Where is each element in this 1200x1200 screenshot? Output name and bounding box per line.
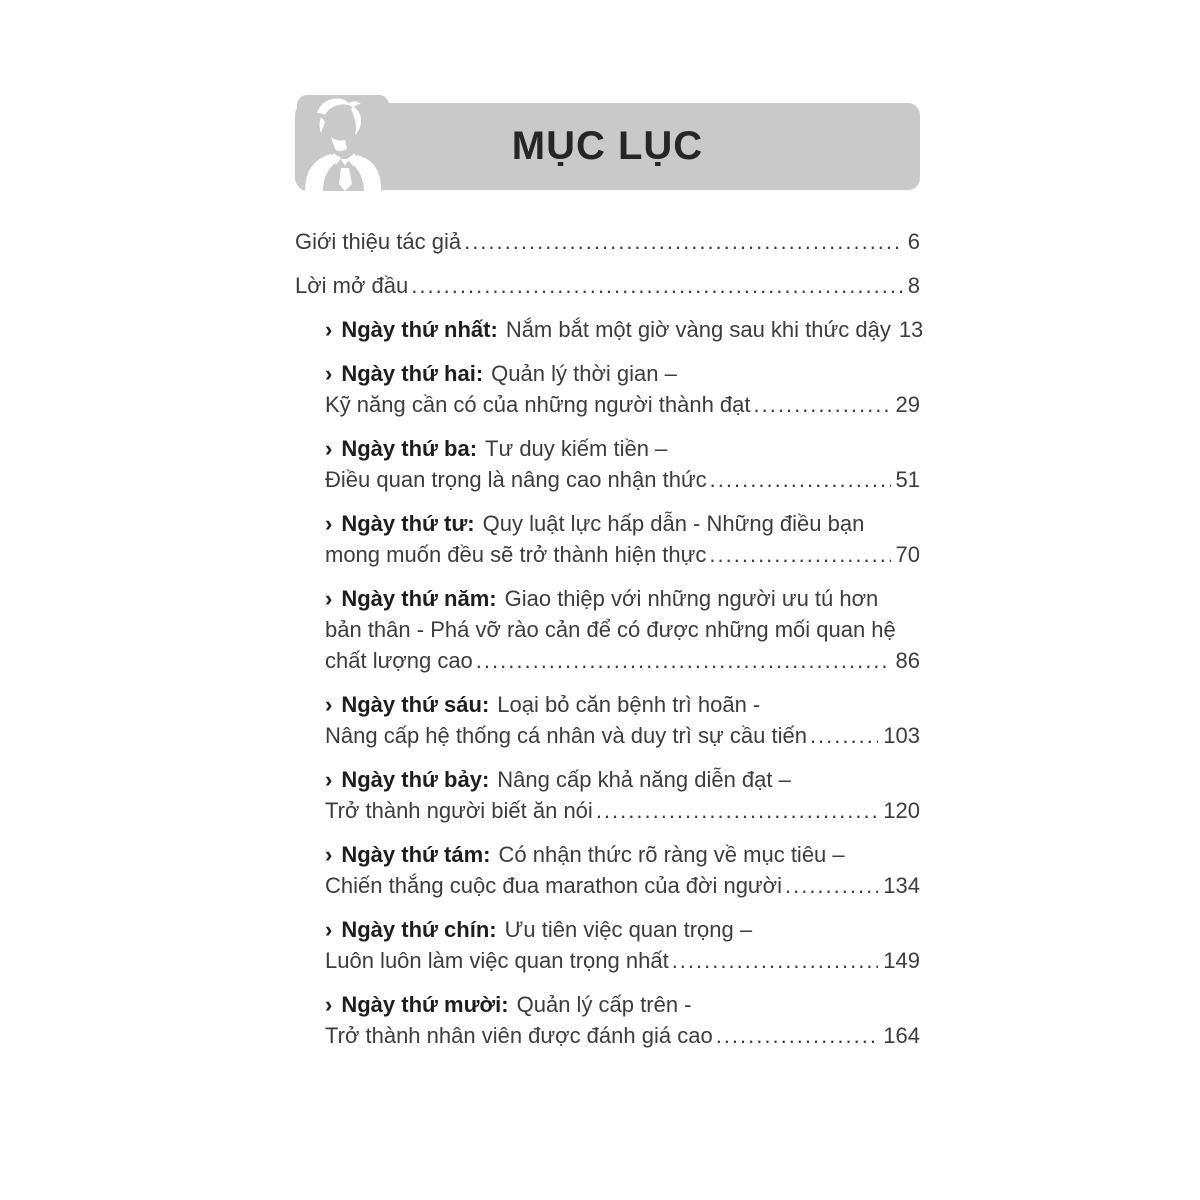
toc-row [295,914,920,945]
entry-text: Trở thành người biết ăn nói [325,798,593,823]
entry-text: chất lượng cao [325,648,473,673]
chevron-bullet-icon: › [325,917,333,942]
entry-text: Điều quan trọng là nâng cao nhận thức [325,467,707,492]
toc-row [295,539,920,570]
page-title: MỤC LỤC [511,124,704,168]
toc-row [295,614,920,645]
entry-text: Quản lý thời gian – [491,361,677,386]
toc-row [295,945,920,976]
dot-leader [810,720,878,751]
entry-text: Nắm bắt một giờ vàng sau khi thức dậy [505,317,891,342]
page-number: 103 [883,723,920,748]
chapter-label: Ngày thứ tư: [341,511,475,536]
chapter-label: Ngày thứ hai: [341,361,484,386]
dot-leader [411,270,903,301]
toc-row [295,989,920,1020]
chevron-bullet-icon: › [325,436,333,461]
dot-leader [754,389,891,420]
chevron-bullet-icon: › [325,692,333,717]
dot-leader [464,226,903,257]
entry-text: Loại bỏ căn bệnh trì hoãn - [497,692,761,717]
entry-text: Giới thiệu tác giả [295,229,462,254]
toc-list [295,226,924,1051]
page-number: 70 [895,542,920,567]
entry-text: Nâng cấp hệ thống cá nhân và duy trì sự cầu tiến [325,723,807,748]
chevron-bullet-icon: › [325,767,333,792]
chapter-label: Ngày thứ chín: [341,917,497,942]
dot-leader [710,464,891,495]
entry-text: Ưu tiên việc quan trọng – [504,917,753,942]
chevron-bullet-icon: › [325,992,333,1017]
toc-row [295,270,920,301]
toc-row [295,870,920,901]
entry-text: Luôn luôn làm việc quan trọng nhất [325,948,669,973]
page-number: 6 [907,229,920,254]
entry-text: Có nhận thức rõ ràng về mục tiêu – [498,842,845,867]
toc-row [295,645,920,676]
entry-text: Chiến thắng cuộc đua marathon của đời người [325,873,782,898]
dot-leader [716,1020,879,1051]
toc-row [295,433,920,464]
entry-text: mong muốn đều sẽ trở thành hiện thực [325,542,707,567]
dot-leader [709,539,890,570]
chevron-bullet-icon: › [325,317,333,342]
chapter-label: Ngày thứ năm: [341,586,497,611]
page-number: 86 [895,648,920,673]
toc-row [295,764,920,795]
chapter-label: Ngày thứ mười: [341,992,509,1017]
entry-text: Nâng cấp khả năng diễn đạt – [497,767,791,792]
page-number: 29 [895,392,920,417]
entry-text: Tư duy kiếm tiền – [485,436,668,461]
entry-text: Lời mở đầu [295,273,409,298]
chevron-bullet-icon: › [325,842,333,867]
toc-row [295,583,920,614]
toc-row [295,314,924,345]
page-number: 164 [883,1023,920,1048]
toc-row [295,839,920,870]
chapter-label: Ngày thứ nhất: [341,317,498,342]
toc-row [295,389,920,420]
entry-text: Giao thiệp với những người ưu tú hơn [504,586,879,611]
entry-text: Kỹ năng cần có của những người thành đạt [325,392,751,417]
entry-text: bản thân - Phá vỡ rào cản để có được những mối quan hệ [325,617,896,642]
entry-text: Quản lý cấp trên - [516,992,692,1017]
dot-leader [672,945,879,976]
page-number: 134 [883,873,920,898]
page-number: 51 [895,467,920,492]
chevron-bullet-icon: › [325,361,333,386]
toc-row [295,226,920,257]
page-number: 149 [883,948,920,973]
toc-row [295,720,920,751]
entry-text: Quy luật lực hấp dẫn - Những điều bạn [482,511,865,536]
chapter-label: Ngày thứ ba: [341,436,478,461]
toc-row [295,358,920,389]
page-number: 8 [907,273,920,298]
logo-tile [297,95,389,191]
toc-row [295,508,920,539]
toc-row [295,689,920,720]
chapter-label: Ngày thứ sáu: [341,692,490,717]
dot-leader [596,795,878,826]
entry-text: Trở thành nhân viên được đánh giá cao [325,1023,713,1048]
header-band [295,103,920,190]
page-number: 13 [898,317,924,342]
chevron-bullet-icon: › [325,511,333,536]
toc-row [295,1020,920,1051]
chevron-bullet-icon: › [325,586,333,611]
dot-leader [785,870,878,901]
page-number: 120 [883,798,920,823]
chapter-label: Ngày thứ bảy: [341,767,490,792]
toc-row [295,795,920,826]
toc-row [295,464,920,495]
dot-leader [476,645,891,676]
businessman-icon [297,95,389,191]
chapter-label: Ngày thứ tám: [341,842,491,867]
